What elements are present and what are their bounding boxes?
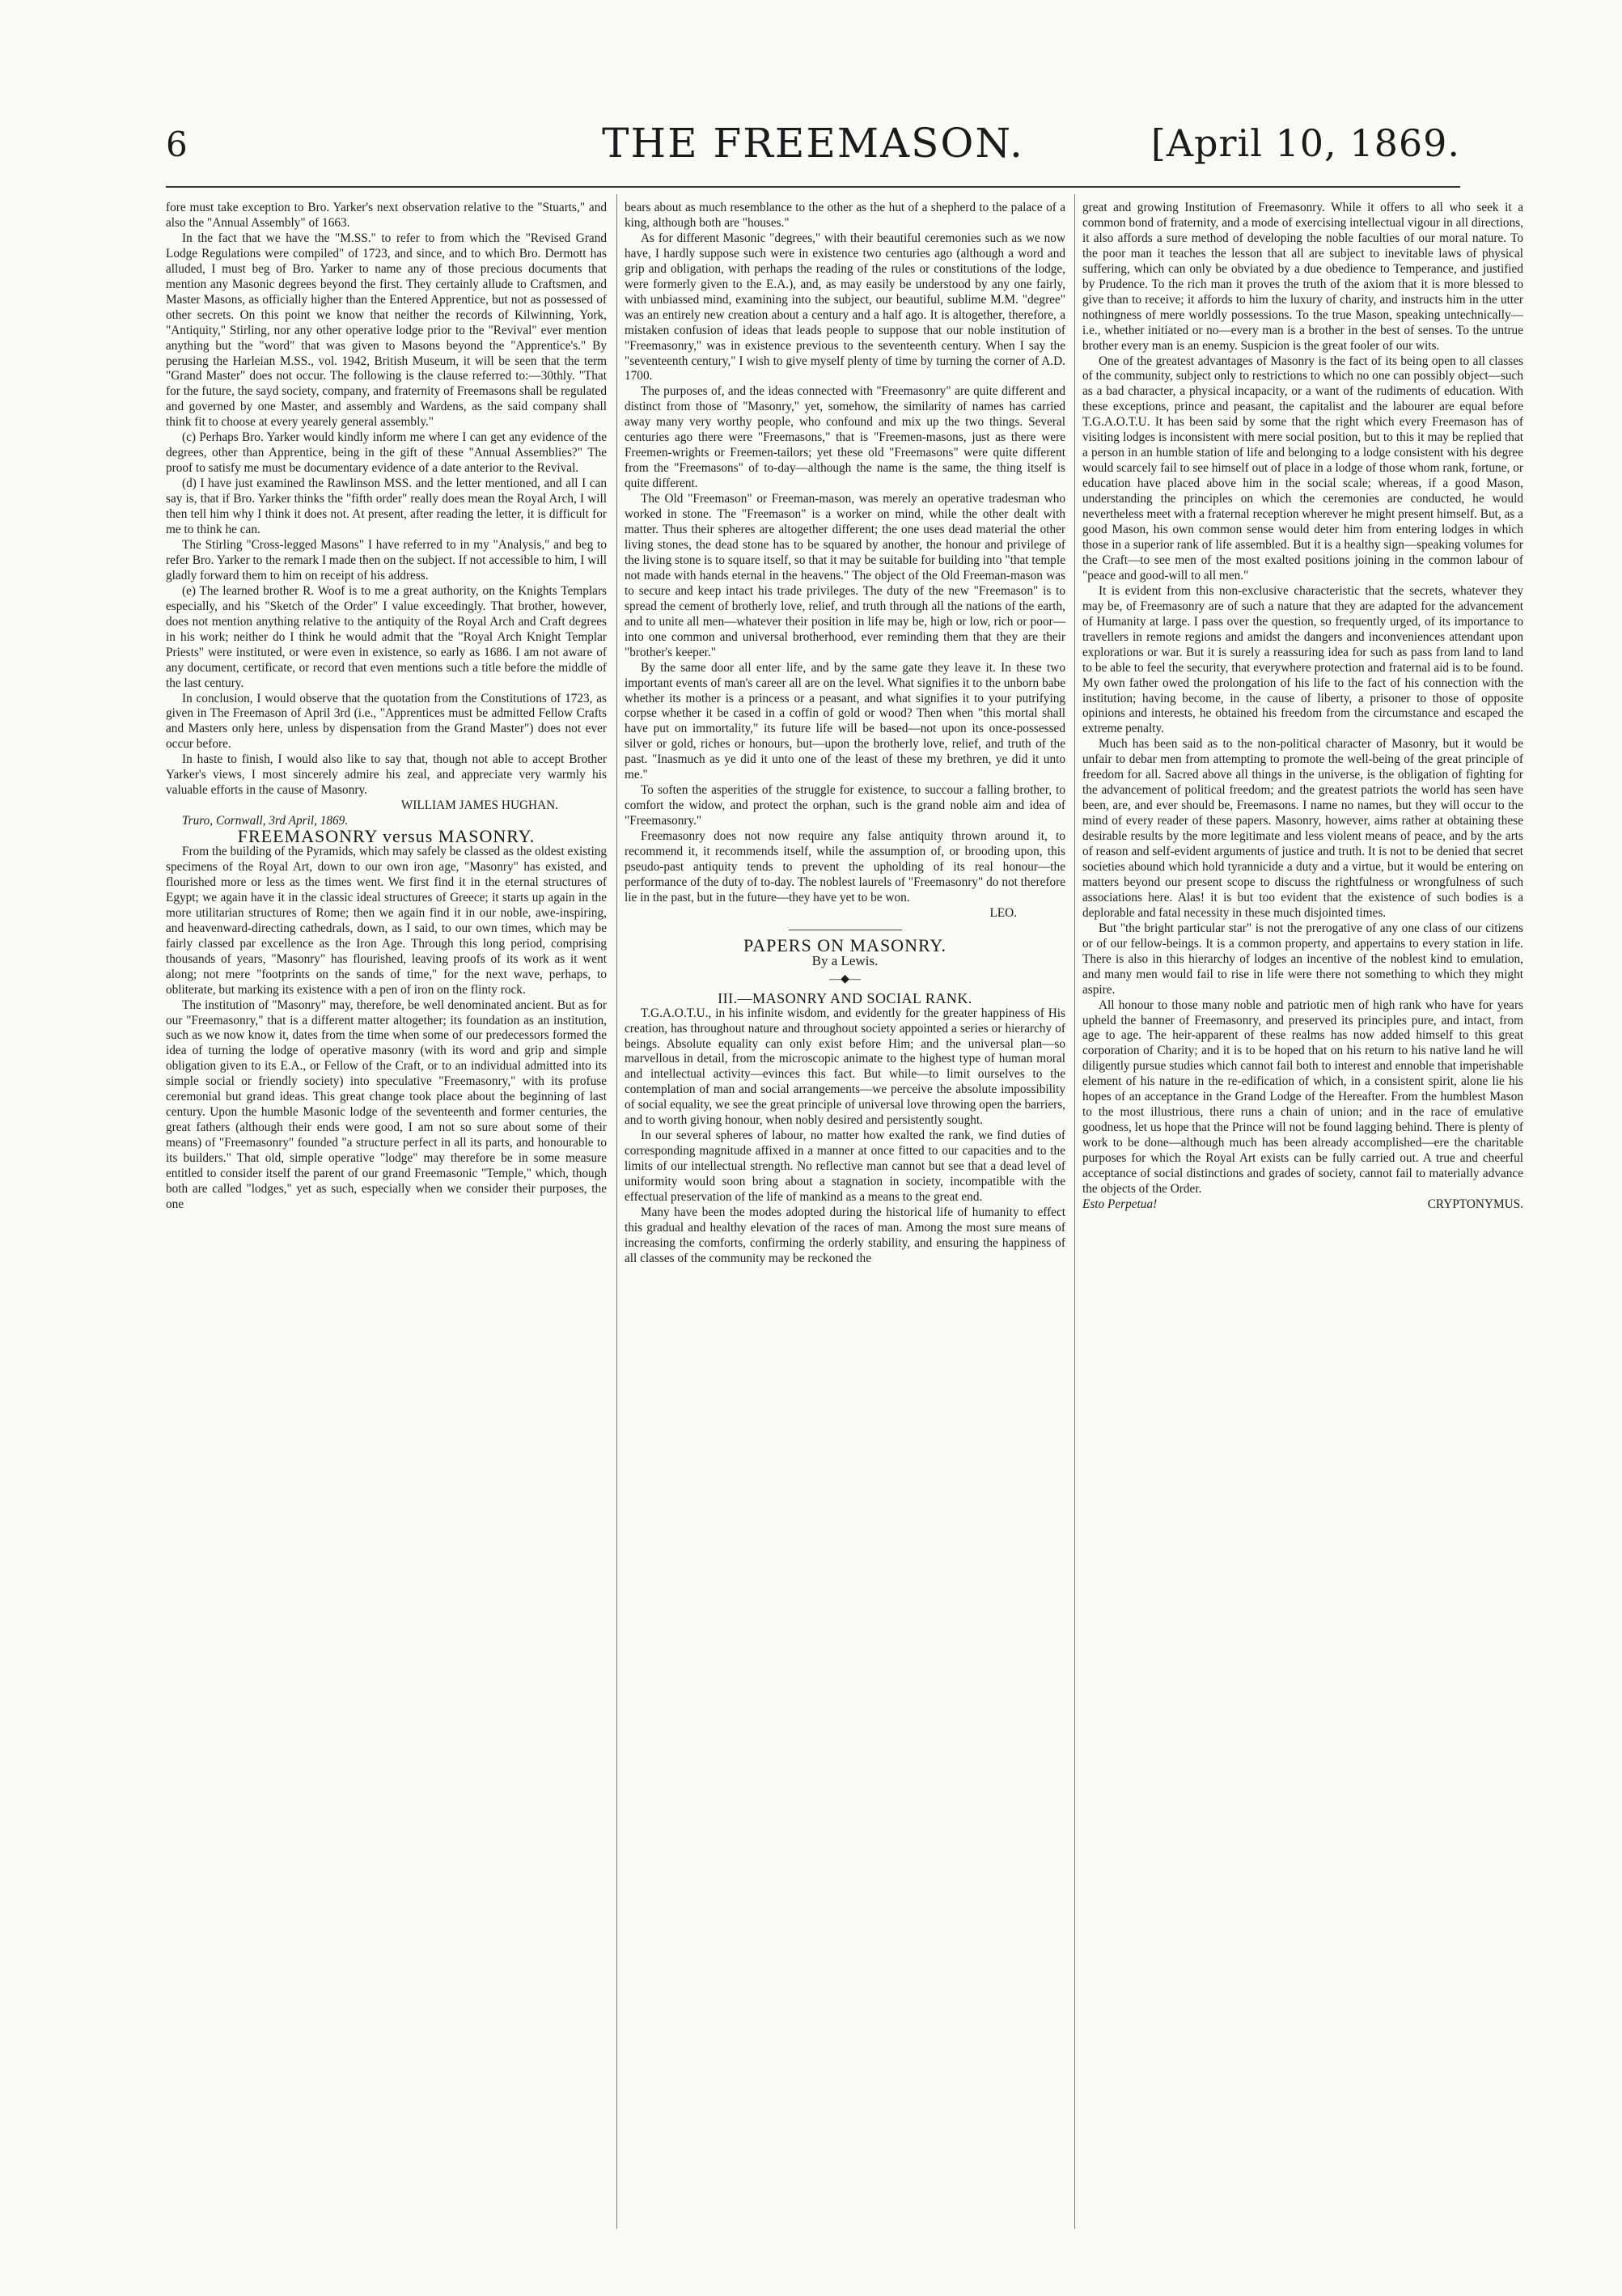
paragraph: great and growing Institution of Freemasonry. While it offers to all who seek it a common bond of fraternity, and a mode of exercising intellectual vigour in all directions, it also affords a sure method of developing the noble faculties of our moral nature. To the poor man it teaches the lesson that all are subject to inevitable laws of physical suffering, which can only be obviated by a due obedience to Temperance, and justified by Prudence. To the rich man it proves the truth of the axiom that it is more blessed to give than to receive; it affords to him the luxury of charity, and instructs him in the utter nothingness of mere worldly possessions. To the true Mason, speaking untechnically—i.e., whether initiated or no—every man is a brother in the best of senses. To the untrue brother every man is an enemy. Suspicion is the great fooler of our wits.: [1082, 201, 1523, 353]
paragraph: To soften the asperities of the struggle for existence, to succour a falling brother, to comfort the widow, and protect the orphan, such is the grand noble aim and idea of "Freemasonry.": [625, 783, 1065, 828]
signature: CRYPTONYMUS.: [1427, 1197, 1523, 1211]
paragraph: One of the greatest advantages of Masonry is the fact of its being open to all classes of the community, subject only to restrictions to which no one can possibly object—such as a bad character, a physical incapacity, or a want of the rudiments of education. With these exceptions, prince and peasant, the capitalist and the labourer are equal before T.G.A.O.T.U. It has been said by some that the right which every Freemason has of visiting lodges is inconsistent with mere social position, but to this it may be replied that a person in an humble station of life and belonging to a lodge consistent with his degree would scarcely fail to see himself out of place in a lodge of those whom rank, fortune, or education have placed above him in the social scale; whereas, if a good Mason, understanding the principles on which the ceremonies are conducted, he would nevertheless meet with a fraternal reception wherever he might present himself. But, as a good Mason, his own common sense would deter him from entering lodges in which those in a superior rank of life assembled. But it is a healthy sign—speaking volumes for the Craft—to see men of the most exalted positions joining in the common labour of "peace and good-will to all men.": [1082, 354, 1523, 582]
column-divider: [616, 194, 617, 2229]
page-number: 6: [166, 125, 188, 164]
paragraph: All honour to those many noble and patriotic men of high rank who have for years upheld the banner of Freemasonry, and preserved its principles pure, and intact, from age to age. The heir-apparent of these realms has now added himself to this great corporation of Charity; and it is to be hoped that on his return to his native land he will diligently pursue studies which cannot fail both to interest and ennoble that imperishable element of his nature in the re-edification of which, in a consistent spirit, alone lie his hopes of an acceptance in the Grand Lodge of the Hereafter. From the humblest Mason to the most illustrious, there runs a chain of union; and in the race of emulative goodness, let us hope that the Prince will not be found lagging behind. There is plenty of work to be done—although much has been already accomplished—ere the charitable purposes for which the Royal Art exists can be fully carried out. A true and cheerful acceptance of social distinctions and grades of society, cannot fail to materially advance the objects of the Order.: [1082, 998, 1523, 1196]
paragraph: By the same door all enter life, and by the same gate they leave it. In these two important events of man's career all are on the level. What signifies it to the unborn babe whether its mother is a princess or a peasant, and what signifies it to your putrifying corpse whether it be cased in a coffin of gold or wood? Then when "this mortal shall have put on immortality," its future life will be based—not upon its once-possessed silver or gold, riches or honours, but—upon the brotherly love, relief, and truth of the past. "Inasmuch as ye did it unto one of the least of these my brethren, ye did it unto me.": [625, 660, 1065, 782]
header-rule: [166, 186, 1460, 188]
paragraph: From the building of the Pyramids, which may safely be classed as the oldest existing specimens of the Royal Art, down to our own iron age, "Masonry" has existed, and flourished more or less as the times went. We first find it in the eternal structures of Egypt; we again have it in the classic ideal structures of Greece; it starts up again in the more utilitarian structures of Rome; then we again find it in our noble, awe-inspiring, and heavenward-directing cathedrals, down, as I said, to our own times, which may be fairly classed par excellence as the Iron Age. Through this long period, comprising thousands of years, "Masonry" has flourished, leaving proofs of its work as it went along; not mere "footprints on the sands of time," for the next wave, perhaps, to obliterate, but marking its existence with a pen of iron on the flinty rock.: [166, 845, 607, 997]
article-heading: PAPERS ON MASONRY.: [743, 934, 947, 955]
dateline: Truro, Cornwall, 3rd April, 1869.: [182, 814, 349, 828]
paragraph: (e) The learned brother R. Woof is to me a great authority, on the Knights Templars especially, and his "Sketch of the Order" I value exceedingly. That brother, however, does not mention anything relative to the antiquity of the Royal Arch and Craft degrees in his work; neither do I think he would admit that the "Royal Arch Knight Templar Priests" were instituted, or were even in existence, so early as 1686. I am not aware of any document, certificate, or record that even mentions such a title before the middle of the last century.: [166, 583, 607, 690]
paragraph: As for different Masonic "degrees," with their beautiful ceremonies such as we now have, I hardly suppose such were in existence two centuries ago (although a word and grip and obligation, with perhaps the reading of the rules or constitutions of the lodge, were formerly given to the E.A.), and, as may easily be understood by any one fairly, with unbiassed mind, examining into the subject, our beautiful, sublime M.M. "degree" was an entirely new creation about a century and a half ago. It is altogether, therefore, a mistaken confusion of ideas that leads people to suppose that our noble institution of "Freemasonry," was in existence previous to the seventeenth century. When I say the "seventeenth century," I wish to give myself plenty of time by turning the corner of A.D. 1700.: [625, 231, 1065, 383]
paragraph: bears about as much resemblance to the other as the hut of a shepherd to the palace of a king, although both are "houses.": [625, 201, 1065, 230]
paragraph: The Stirling "Cross-legged Masons" I have referred to in my "Analysis," and beg to refer Bro. Yarker to the remark I made then on the subject. If not accessible to him, I will gladly forward them to him on receipt of his address.: [166, 537, 607, 582]
paragraph: In conclusion, I would observe that the quotation from the Constitutions of 1723, as given in The Freemason of April 3rd (i.e., "Apprentices must be admitted Fellow Crafts and Masters only here, unless by dispensation from the Grand Master") does not ever occur before.: [166, 691, 607, 752]
paragraph: It is evident from this non-exclusive characteristic that the secrets, whatever they may be, of Freemasonry are of such a nature that they are adapted for the advancement of Humanity at large. I pass over the question, so frequently urged, of its importance to travellers in remote regions and amidst the dangers and inconveniences attendant upon explorations or war. But it is surely a reassuring idea for such as pass from land to land to be able to feel the security, that everywhere protection and fraternal aid is to be found. My own father owed the prolongation of his life to the fact of his connection with the institution; having become, in the cause of liberty, a prisoner to those of opposite opinions and interests, he obtained his freedom from the circumstance and escaped the extreme penalty.: [1082, 583, 1523, 736]
column-1: [166, 201, 607, 1213]
paragraph: But "the bright particular star" is not the prerogative of any one class of our citizens or of our fellow-beings. It is a common property, and appertains to every station in life. There is also in this hierarchy of lodges an incentive of the noblest kind to emulation, and many men would fail to rise in life were there not something to which they might aspire.: [1082, 921, 1523, 997]
paragraph: The institution of "Masonry" may, therefore, be well denominated ancient. But as for our "Freemasonry," that is a different matter altogether; its foundation as an institution, such as we now know it, dates from the time when some of our predecessors formed the idea of turning the lodge of operative masonry (with its word and grip and simple obligation given to its E.A., or Fellow of the Craft, or to an individual admitted into its simple social or friendly society) into speculative "Freemasonry," with its profuse ceremonial but grand ideas. This great change took place about the beginning of last century. Upon the humble Masonic lodge of the seventeenth and former centuries, the great fathers (although their ends were good, I am not so sure about some of their means) of "Freemasonry" founded "a structure perfect in all its parts, and honourable to its builders." That old, simple operative "lodge" may therefore be in some measure entitled to consider itself the parent of our grand Freemasonic "Temple," which, though both are called "lodges," yet as such, especially when we consider their purposes, the one: [166, 998, 607, 1211]
article-heading: FREEMASONRY versus MASONRY.: [237, 826, 536, 847]
paragraph: (d) I have just examined the Rawlinson MSS. and the letter mentioned, and all I can say is, that if Bro. Yarker thinks the "fifth order" really does mean the Royal Arch, I will then tell him why I think it does not. At present, after reading the letter, it is difficult for me to think he can.: [166, 477, 607, 537]
paragraph: T.G.A.O.T.U., in his infinite wisdom, and evidently for the greater happiness of His creation, has throughout nature and throughout society appointed a series or hierarchy of beings. Absolute equality can only exist before Him; and the universal plan—so marvellous in detail, from the microscopic animate to the highest type of human moral and intellectual activity—evinces this fact. But while—to limit ourselves to the contemplation of man and social arrangements—we perceive the absolute impossibility of social equality, we see the great principle of universal love throwing open the barriers, and to worth giving honour, when nobly desired and persistently sought.: [625, 1006, 1065, 1128]
paragraph: Much has been said as to the non-political character of Masonry, but it would be unfair to debar men from attempting to promote the well-being of the great principle of freedom for all. Sacred above all things in the universe, is the obligation of fighting for the advancement of political freedom; and the greatest patriots the world has seen have been, are, and ever should be, Freemasons. I name no names, but they will occur to the mind of every reader of these papers. Masonry, however, aims rather at obtaining these desirable results by the more legitimate and less violent means of peace, and by the arts of reason and self-evident arguments of justice and truth. It is not to be denied that secret societies abound which hold tyrannicide a duty and a virtue, but it would be entering on matters beyond our present scope to discuss the rightfulness or wrongfulness of such associations here. Alas! it is but too evident that the existence of such bodies is a deplorable and fatal necessity in these much disjointed times.: [1082, 737, 1523, 920]
paragraph: In haste to finish, I would also like to say that, though not able to accept Brother Yarker's views, I most sincerely admire his zeal, and appreciate very warmly his valuable efforts in the cause of Masonry.: [166, 752, 607, 798]
ornament-icon: —◆—: [829, 972, 861, 985]
paragraph: The Old "Freemason" or Freeman-mason, was merely an operative tradesman who worked in stone. The "Freemason" is a worker on mind, while the other dealt with matter. Thus their spheres are altogether different; the one uses dead material the other living stones, the dead stone has to be squared by another, the honour and privilege of the living stone is to square itself, so that it may be suitable for building into "that temple not made with hands eternal in the heavens." The object of the Old Freeman-mason was to secure and keep intact his trade privileges. The duty of the new "Freemason" is to spread the cement of brotherly love, relief, and truth through all the nations of the earth, and to unite all men—whatever their position in life may be, high or low, rich or poor—into one common and universal brotherhood, ever reminding them that they are their "brother's keeper.": [625, 492, 1065, 659]
paragraph: Freemasonry does not now require any false antiquity thrown around it, to recommend it, it recommends itself, while the assumption of, or brooding upon, this pseudo-past antiquity tends to prevent the upholding of its real honour—the performance of the duty of to-day. The noblest laurels of "Freemasonry" do not therefore lie in the past, but in the future—they have yet to be won.: [625, 829, 1065, 904]
byline: By a Lewis.: [811, 952, 879, 968]
signature: WILLIAM JAMES HUGHAN.: [400, 799, 558, 813]
column-2: [625, 201, 1065, 1267]
paragraph: Many have been the modes adopted during the historical life of humanity to effect this gradual and healthy elevation of the races of man. Among the most sure means of increasing the comforts, confirming the orderly stability, and ensuring the happiness of all classes of the community may be reckoned the: [625, 1205, 1065, 1265]
closing-line: [1082, 1197, 1523, 1213]
masthead-title: THE FREEMASON.: [602, 120, 1024, 167]
issue-date: [April 10, 1869.: [1150, 121, 1460, 165]
signature: LEO.: [989, 905, 1017, 920]
paragraph: (c) Perhaps Bro. Yarker would kindly inform me where I can get any evidence of the degrees, other than Apprentice, being in the gift of these "Annual Assemblies?" The proof to satisfy me must be documentary evidence of a date anterior to the Revival.: [166, 430, 607, 476]
column-3: [1082, 201, 1523, 1213]
paragraph: The purposes of, and the ideas connected with "Freemasonry" are quite different and distinct from those of "Masonry," yet, somehow, the similarity of names has carried away many very worthy people, who confound and mix up the two things. Several centuries ago there were "Freemasons," that is "Freemen-masons, just as there were Freemen-wrights or Freemen-tailors; yet these old "Freemasons" were quite different from the "Freemasons" of to-day—although the name is the same, the thing itself is quite different.: [625, 384, 1065, 491]
section-heading: III.—MASONRY AND SOCIAL RANK.: [718, 989, 972, 1006]
paragraph: fore must take exception to Bro. Yarker's next observation relative to the "Stuarts," and also the "Annual Assembly" of 1663.: [166, 201, 607, 230]
page-header: [166, 120, 1460, 176]
closing-motto: Esto Perpetua!: [1082, 1197, 1158, 1211]
column-divider: [1074, 194, 1075, 2229]
paragraph: In the fact that we have the "M.SS." to refer to from which the "Revised Grand Lodge Regulations were compiled" of 1723, and since, and to which Bro. Dermott has alluded, I must beg of Bro. Yarker to name any of those precious documents that mention any Masonic degrees beyond the first. They certainly allude to Craftsmen, and Master Masons, as officially higher than the Entered Apprentice, but not as possessed of other secrets. On this point we know that neither the records of Kilwinning, York, "Antiquity," Stirling, nor any other operative lodge prior to the "Revival" ever mention anything but the "word" that was given to Masons beyond the "Apprentice's." By perusing the Harleian M.SS., vol. 1942, British Museum, it will be seen that the term "Grand Master" does not occur. The following is the clause referred to:—30thly. "That for the future, the sayd society, company, and fraternity of Freemasons shall be regulated and governed by one Master, and assembly and Wardens, as the said company shall think fit to choose at every yearely general assembly.": [166, 231, 607, 430]
paragraph: In our several spheres of labour, no matter how exalted the rank, we find duties of corresponding magnitude affixed in a manner at once fitted to our capacities and to the limits of our intellectual strength. No reflective man cannot but see that a dead level of uniformity would soon bring about a stagnation in society, incompatible with the effectual preservation of the life of mankind as a means to the great end.: [625, 1129, 1065, 1205]
